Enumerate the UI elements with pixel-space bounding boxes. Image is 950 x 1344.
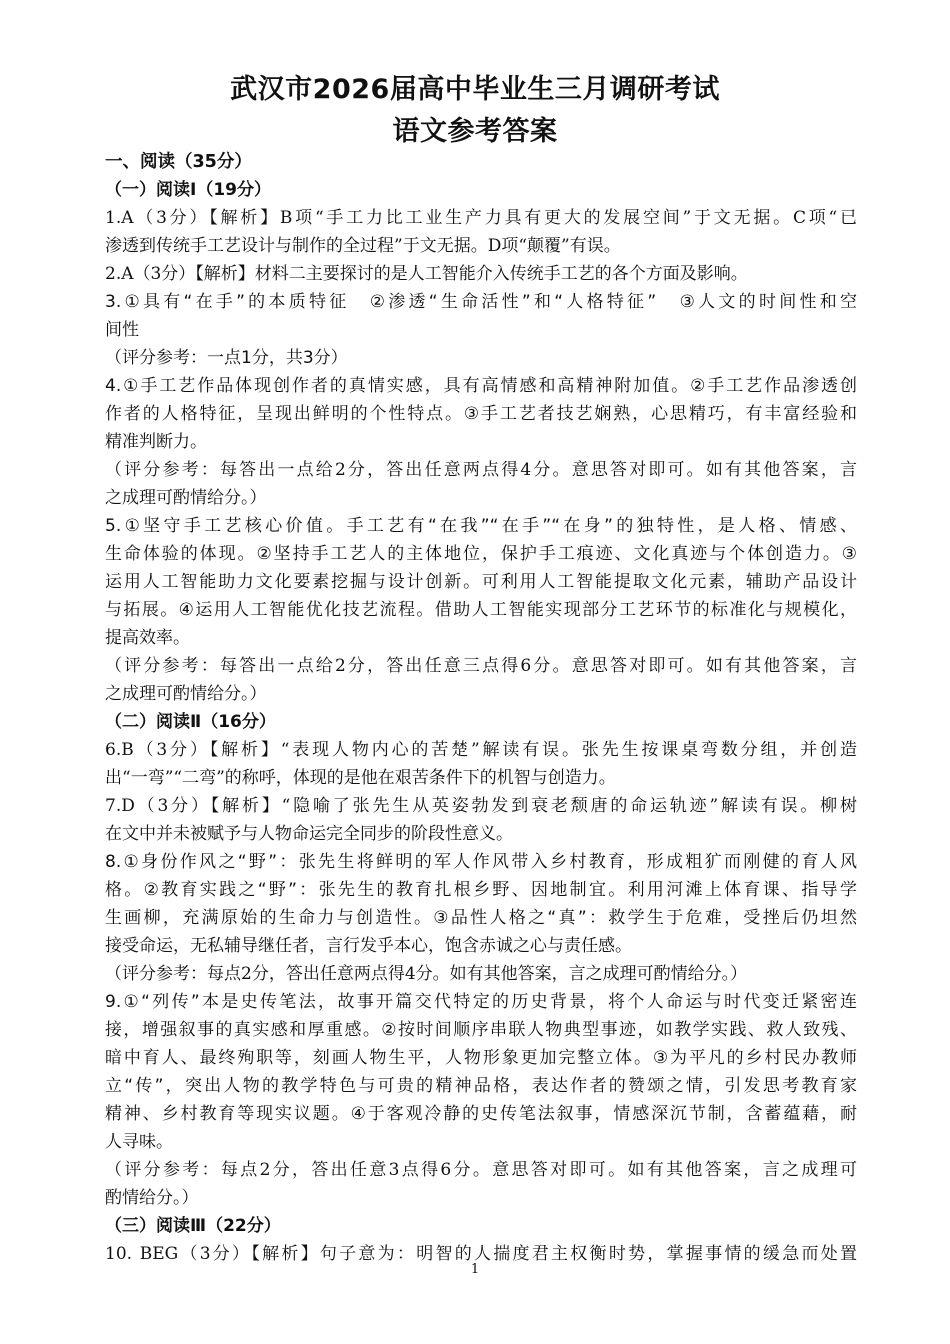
text-line: 之成理可酌情给分。） bbox=[105, 684, 267, 704]
subsection-heading: （二）阅读Ⅱ（16分） bbox=[105, 712, 276, 732]
text-line: 8.①身份作风之“野”：张先生将鲜明的军人作风带入乡村教育，形成粗犷而刚健的育人风 bbox=[105, 852, 857, 872]
text-line: 立“传”，突出人物的教学特色与可贵的精神品格，表达作者的赞颂之情，引发思考教育家 bbox=[105, 1076, 857, 1096]
subsection-heading: （三）阅读Ⅲ（22分） bbox=[105, 1216, 281, 1236]
text-line: 接受命运，无私辅导继任者，言行发乎本心，饱含赤诚之心与责任感。 bbox=[105, 936, 632, 956]
subsection-heading: （一）阅读Ⅰ（19分） bbox=[105, 180, 271, 200]
text-line: 作者的人格特征，呈现出鲜明的个性特点。③手工艺者技艺娴熟，心思精巧，有丰富经验和 bbox=[105, 404, 857, 424]
document-subtitle: 语文参考答案 bbox=[392, 116, 558, 147]
page-number: 1 bbox=[470, 1262, 480, 1277]
text-line: 5.①坚守手工艺核心价值。手工艺有“在我”“在手”“在身”的独特性，是人格、情感、 bbox=[105, 516, 857, 536]
section-heading: 一、阅读（35分） bbox=[105, 152, 252, 172]
text-line: 6.B（3分）【解析】“表现人物内心的苦楚”解读有误。张先生按课桌弯数分组，并创造 bbox=[105, 740, 857, 760]
text-line: 9.①“列传”本是史传笔法，故事开篇交代特定的历史背景，将个人命运与时代变迁紧密连 bbox=[105, 992, 857, 1012]
text-line: 提高效率。 bbox=[105, 628, 190, 648]
text-line: 精神、乡村教育等现实议题。④于客观冷静的史传笔法叙事，情感深沉节制，含蓄蕴藉，耐 bbox=[105, 1104, 857, 1124]
text-line: 渗透到传统手工艺设计与制作的全过程”于文无据。D项“颠覆”有误。 bbox=[105, 236, 621, 256]
text-line: 接，增强叙事的真实感和厚重感。②按时间顺序串联人物典型事迹，如教学实践、救人致残、 bbox=[105, 1020, 857, 1040]
text-line: 4.①手工艺作品体现创作者的真情实感，具有高情感和高精神附加值。②手工艺作品渗透创 bbox=[105, 376, 857, 396]
text-line: （评分参考：每答出一点给2分，答出任意三点得6分。意思答对即可。如有其他答案，言 bbox=[105, 656, 857, 676]
text-line: 格。②教育实践之“野”：张先生的教育扎根乡野、因地制宜。利用河滩上体育课、指导学 bbox=[105, 880, 857, 900]
answer-body bbox=[105, 148, 857, 1268]
text-line: 精准判断力。 bbox=[105, 432, 207, 452]
text-line: 3.①具有“在手”的本质特征 ②渗透“生命活性”和“人格特征” ③人文的时间性和空 bbox=[105, 292, 857, 312]
text-line: 10. BEG（3分）【解析】句子意为：明智的人揣度君主权衡时势，掌握事情的缓急而处置 bbox=[105, 1244, 857, 1264]
text-line: 间性 bbox=[105, 320, 139, 340]
text-line: 与拓展。④运用人工智能优化技艺流程。借助人工智能实现部分工艺环节的标准化与规模化， bbox=[105, 600, 857, 620]
text-line: 运用人工智能助力文化要素挖掘与设计创新。可利用人工智能提取文化元素，辅助产品设计 bbox=[105, 572, 857, 592]
text-line: （评分参考：每点2分，答出任意两点得4分。如有其他答案，言之成理可酌情给分。） bbox=[105, 964, 748, 984]
text-line: 7.D（3分）【解析】“隐喻了张先生从英姿勃发到衰老颓唐的命运轨迹”解读有误。柳树 bbox=[105, 796, 857, 816]
text-line: 暗中育人、最终殉职等，刻画人物生平，人物形象更加完整立体。③为平凡的乡村民办教师 bbox=[105, 1048, 857, 1068]
text-line: 2.A（3分）【解析】材料二主要探讨的是人工智能介入传统手工艺的各个方面及影响。 bbox=[105, 264, 748, 284]
text-line: 酌情给分。） bbox=[105, 1188, 199, 1208]
text-line: 之成理可酌情给分。） bbox=[105, 488, 267, 508]
document-title: 武汉市2026届高中毕业生三月调研考试 bbox=[230, 74, 720, 105]
text-line: 生命体验的体现。②坚持手工艺人的主体地位，保护手工痕迹、文化真迹与个体创造力。③ bbox=[105, 544, 857, 564]
text-line: （评分参考：一点1分，共3分） bbox=[105, 348, 348, 368]
text-line: 生画柳，充满原始的生命力与创造性。③品性人格之“真”：救学生于危难，受挫后仍坦然 bbox=[105, 908, 857, 928]
text-line: 在文中并未被赋予与人物命运完全同步的阶段性意义。 bbox=[105, 824, 513, 844]
text-line: 1.A（3分）【解析】B项“手工力比工业生产力具有更大的发展空间”于文无据。C项“已 bbox=[105, 208, 857, 228]
text-line: 出“一弯”“二弯”的称呼，体现的是他在艰苦条件下的机智与创造力。 bbox=[105, 768, 616, 788]
text-line: （评分参考：每点2分，答出任意3点得6分。意思答对即可。如有其他答案，言之成理可 bbox=[105, 1160, 857, 1180]
text-line: 人寻味。 bbox=[105, 1132, 173, 1152]
text-line: （评分参考：每答出一点给2分，答出任意两点得4分。意思答对即可。如有其他答案，言 bbox=[105, 460, 857, 480]
